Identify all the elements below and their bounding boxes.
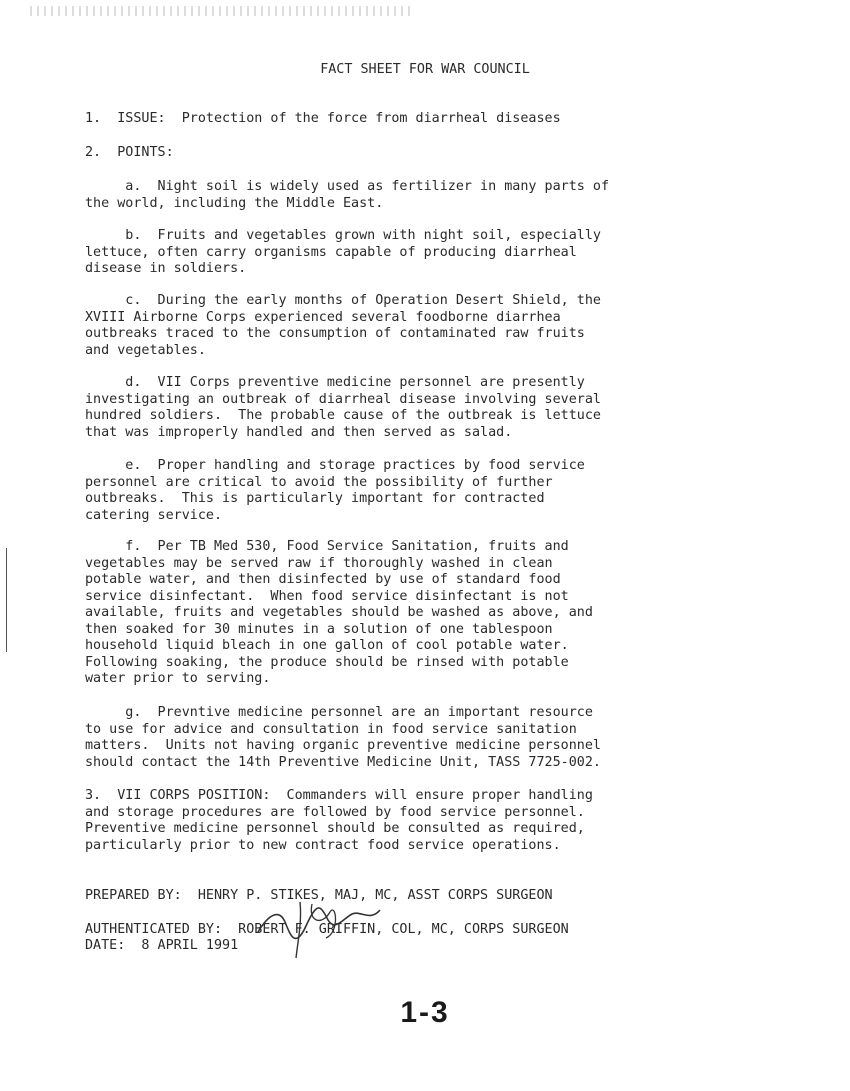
point-d-line: d. VII Corps preventive medicine personnel are presently: [85, 375, 585, 390]
point-d-line: that was improperly handled and then served as salad.: [85, 424, 513, 440]
prepared-by: PREPARED BY: HENRY P. STIKES, MAJ, MC, ASST CORPS SURGEON: [85, 888, 553, 903]
authenticated-by: AUTHENTICATED BY: ROBERT F. GRIFFIN, COL, MC, CORPS SURGEON: [85, 922, 569, 937]
position-line: and storage procedures are followed by food service personnel.: [85, 804, 585, 820]
point-f-line: potable water, and then disinfected by use of standard food: [85, 572, 561, 587]
margin-mark: [6, 548, 7, 652]
point-g-line: should contact the 14th Preventive Medicine Unit, TASS 7725-002.: [85, 754, 601, 770]
point-f-line: available, fruits and vegetables should be washed as above, and: [85, 605, 593, 620]
scan-noise: [30, 6, 410, 16]
point-f-line: vegetables may be served raw if thoroughly washed in clean: [85, 555, 553, 571]
point-c-line: outbreaks traced to the consumption of contaminated raw fruits: [85, 326, 585, 341]
point-d-line: investigating an outbreak of diarrheal disease involving several: [85, 391, 601, 407]
point-c-line: and vegetables.: [85, 342, 206, 358]
position-line: Preventive medicine personnel should be consulted as required,: [85, 821, 585, 836]
point-g-line: matters. Units not having organic preventive medicine personnel: [85, 738, 601, 753]
point-g-line: g. Prevntive medicine personnel are an important resource: [85, 705, 593, 720]
point-f-line: then soaked for 30 minutes in a solution of one tablespoon: [85, 621, 553, 637]
point-b-line: b. Fruits and vegetables grown with night soil, especially: [85, 228, 601, 243]
points-header: 2. POINTS:: [85, 145, 174, 160]
point-c-line: c. During the early months of Operation Desert Shield, the: [85, 293, 601, 308]
point-c-line: XVIII Airborne Corps experienced several foodborne diarrhea: [85, 309, 561, 325]
point-e-line: outbreaks. This is particularly important for contracted: [85, 491, 545, 506]
point-e-line: catering service.: [85, 507, 223, 523]
position-line: particularly prior to new contract food service operations.: [85, 837, 561, 853]
document-title: FACT SHEET FOR WAR COUNCIL: [320, 62, 530, 77]
point-b-line: disease in soldiers.: [85, 261, 247, 276]
issue-line: 1. ISSUE: Protection of the force from diarrheal diseases: [85, 111, 561, 126]
point-f-line: water prior to serving.: [85, 671, 271, 686]
position-line: 3. VII CORPS POSITION: Commanders will ensure proper handling: [85, 788, 593, 803]
point-d-line: hundred soldiers. The probable cause of the outbreak is lettuce: [85, 408, 601, 423]
point-b-line: lettuce, often carry organisms capable of producing diarrheal: [85, 244, 577, 260]
point-e-line: personnel are critical to avoid the possibility of further: [85, 474, 553, 490]
point-a-line: the world, including the Middle East.: [85, 195, 384, 211]
point-f-line: f. Per TB Med 530, Food Service Sanitation, fruits and: [85, 539, 569, 554]
point-f-line: service disinfectant. When food service disinfectant is not: [85, 588, 569, 604]
point-f-line: household liquid bleach in one gallon of cool potable water.: [85, 638, 569, 653]
document-date: DATE: 8 APRIL 1991: [85, 938, 239, 953]
page-number: 1-3: [400, 996, 450, 1029]
point-a-line: a. Night soil is widely used as fertilizer in many parts of: [85, 179, 610, 194]
point-e-line: e. Proper handling and storage practices by food service: [85, 458, 585, 473]
point-g-line: to use for advice and consultation in food service sanitation: [85, 721, 577, 737]
point-f-line: Following soaking, the produce should be rinsed with potable: [85, 654, 569, 670]
